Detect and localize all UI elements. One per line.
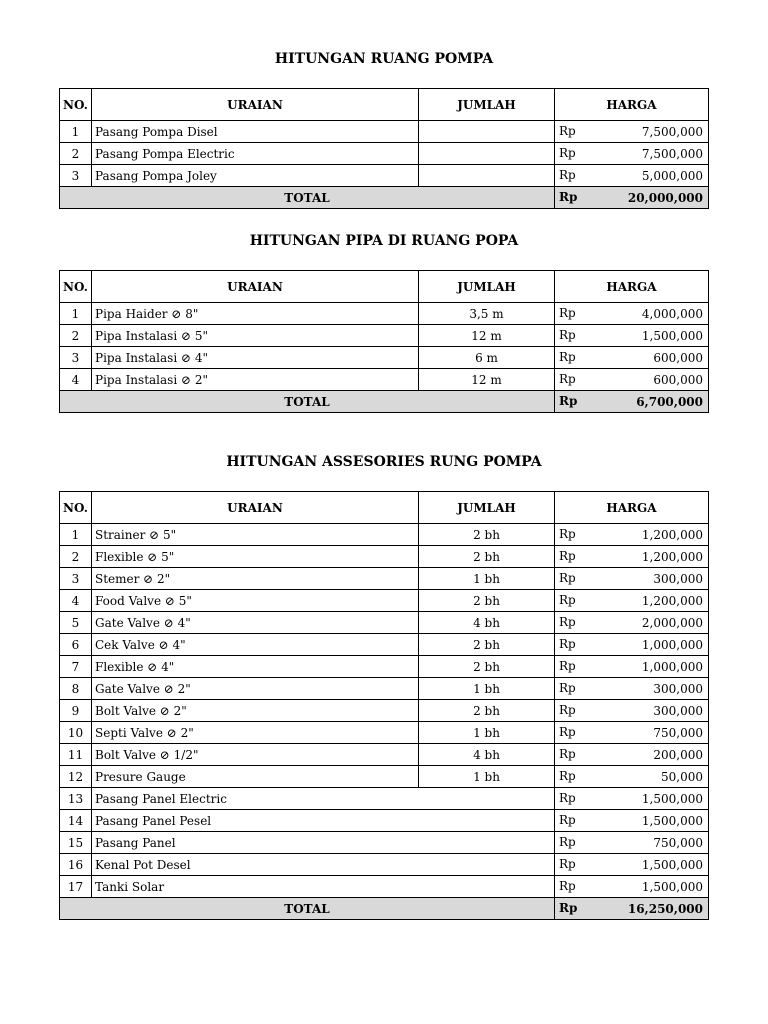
- table-row: [60, 612, 709, 634]
- row-no: 12: [60, 766, 92, 788]
- row-harga: [555, 744, 709, 766]
- table-row: [60, 766, 709, 788]
- total-amount: [555, 187, 709, 209]
- currency-label: Rp: [559, 813, 576, 827]
- row-no: 4: [60, 369, 92, 391]
- amount-value: 5,000,000: [641, 168, 703, 183]
- currency-label: Rp: [559, 124, 576, 138]
- currency-label: Rp: [559, 857, 576, 871]
- row-jumlah: 2 bh: [419, 634, 555, 656]
- table-pipa: [59, 270, 709, 413]
- row-uraian: Pasang Panel Pesel: [92, 810, 555, 832]
- row-jumlah: 12 m: [419, 325, 555, 347]
- row-harga: [555, 546, 709, 568]
- row-harga: [555, 121, 709, 143]
- currency-label: Rp: [559, 615, 576, 629]
- currency-label: Rp: [559, 791, 576, 805]
- amount-value: 1,500,000: [641, 328, 703, 343]
- row-jumlah: 4 bh: [419, 612, 555, 634]
- table-row: [60, 325, 709, 347]
- row-no: 9: [60, 700, 92, 722]
- row-jumlah: 2 bh: [419, 700, 555, 722]
- row-uraian: Pipa Haider ⊘ 8": [92, 303, 419, 325]
- row-uraian: Strainer ⊘ 5": [92, 524, 419, 546]
- row-no: 3: [60, 347, 92, 369]
- row-harga: [555, 700, 709, 722]
- row-jumlah: 12 m: [419, 369, 555, 391]
- table-row: [60, 143, 709, 165]
- row-no: 7: [60, 656, 92, 678]
- table-row: [60, 303, 709, 325]
- amount-value: 600,000: [653, 350, 703, 365]
- row-jumlah: 3,5 m: [419, 303, 555, 325]
- col-header-uraian: URAIAN: [92, 492, 419, 524]
- row-no: 1: [60, 303, 92, 325]
- currency-label: Rp: [559, 593, 576, 607]
- row-harga: [555, 524, 709, 546]
- amount-value: 7,500,000: [641, 124, 703, 139]
- amount-value: 300,000: [653, 571, 703, 586]
- row-harga: [555, 788, 709, 810]
- row-uraian: Pasang Panel Electric: [92, 788, 555, 810]
- col-header-jumlah: JUMLAH: [419, 89, 555, 121]
- amount-value: 1,200,000: [641, 593, 703, 608]
- table-row: [60, 546, 709, 568]
- row-harga: [555, 678, 709, 700]
- currency-label: Rp: [559, 306, 576, 320]
- amount-value: 1,200,000: [641, 549, 703, 564]
- col-header-no: NO.: [60, 492, 92, 524]
- table-row: [60, 678, 709, 700]
- total-amount: [555, 898, 709, 920]
- amount-value: 300,000: [653, 703, 703, 718]
- col-header-harga: HARGA: [555, 271, 709, 303]
- amount-value: 300,000: [653, 681, 703, 696]
- row-no: 6: [60, 634, 92, 656]
- currency-label: Rp: [559, 350, 576, 364]
- col-header-no: NO.: [60, 89, 92, 121]
- amount-value: 1,500,000: [641, 857, 703, 872]
- currency-label: Rp: [559, 549, 576, 563]
- table-row: [60, 634, 709, 656]
- row-uraian: Cek Valve ⊘ 4": [92, 634, 419, 656]
- row-jumlah: 2 bh: [419, 524, 555, 546]
- col-header-harga: HARGA: [555, 89, 709, 121]
- row-jumlah: 1 bh: [419, 722, 555, 744]
- amount-value: 50,000: [661, 769, 703, 784]
- row-uraian: Tanki Solar: [92, 876, 555, 898]
- total-currency: Rp: [559, 190, 578, 204]
- row-jumlah: 2 bh: [419, 656, 555, 678]
- row-no: 5: [60, 612, 92, 634]
- table-row: [60, 788, 709, 810]
- row-uraian: Kenal Pot Desel: [92, 854, 555, 876]
- amount-value: 1,500,000: [641, 813, 703, 828]
- currency-label: Rp: [559, 725, 576, 739]
- row-harga: [555, 722, 709, 744]
- currency-label: Rp: [559, 168, 576, 182]
- currency-label: Rp: [559, 835, 576, 849]
- col-header-harga: HARGA: [555, 492, 709, 524]
- row-uraian: Pipa Instalasi ⊘ 4": [92, 347, 419, 369]
- row-no: 3: [60, 165, 92, 187]
- row-harga: [555, 325, 709, 347]
- row-uraian: Flexible ⊘ 4": [92, 656, 419, 678]
- table-row: [60, 810, 709, 832]
- row-harga: [555, 634, 709, 656]
- row-jumlah: 4 bh: [419, 744, 555, 766]
- row-uraian: Gate Valve ⊘ 2": [92, 678, 419, 700]
- currency-label: Rp: [559, 747, 576, 761]
- currency-label: Rp: [559, 637, 576, 651]
- header-row: [60, 89, 709, 121]
- amount-value: 600,000: [653, 372, 703, 387]
- row-uraian: Pasang Pompa Joley: [92, 165, 419, 187]
- row-no: 15: [60, 832, 92, 854]
- row-harga: [555, 810, 709, 832]
- header-row: [60, 492, 709, 524]
- row-harga: [555, 369, 709, 391]
- row-harga: [555, 832, 709, 854]
- row-uraian: Flexible ⊘ 5": [92, 546, 419, 568]
- currency-label: Rp: [559, 571, 576, 585]
- amount-value: 1,500,000: [641, 879, 703, 894]
- row-harga: [555, 347, 709, 369]
- table-row: [60, 700, 709, 722]
- table-ruang-pompa: [59, 88, 709, 209]
- row-jumlah: 1 bh: [419, 766, 555, 788]
- row-uraian: Bolt Valve ⊘ 1/2": [92, 744, 419, 766]
- col-header-uraian: URAIAN: [92, 89, 419, 121]
- total-currency: Rp: [559, 394, 578, 408]
- currency-label: Rp: [559, 527, 576, 541]
- row-uraian: Food Valve ⊘ 5": [92, 590, 419, 612]
- row-uraian: Stemer ⊘ 2": [92, 568, 419, 590]
- total-value: 20,000,000: [627, 190, 703, 205]
- row-jumlah: 2 bh: [419, 590, 555, 612]
- currency-label: Rp: [559, 372, 576, 386]
- row-no: 11: [60, 744, 92, 766]
- amount-value: 200,000: [653, 747, 703, 762]
- table-row: [60, 121, 709, 143]
- row-no: 4: [60, 590, 92, 612]
- currency-label: Rp: [559, 681, 576, 695]
- table-row: [60, 722, 709, 744]
- table-row: [60, 590, 709, 612]
- total-amount: [555, 391, 709, 413]
- col-header-jumlah: JUMLAH: [419, 271, 555, 303]
- table-assesories: [59, 491, 709, 920]
- row-jumlah: [419, 121, 555, 143]
- row-no: 1: [60, 524, 92, 546]
- row-uraian: Pasang Panel: [92, 832, 555, 854]
- col-header-no: NO.: [60, 271, 92, 303]
- total-value: 16,250,000: [627, 901, 703, 916]
- table-row: [60, 854, 709, 876]
- row-jumlah: 1 bh: [419, 568, 555, 590]
- table-row: [60, 744, 709, 766]
- total-label: TOTAL: [60, 898, 555, 920]
- currency-label: Rp: [559, 328, 576, 342]
- total-label: TOTAL: [60, 391, 555, 413]
- amount-value: 4,000,000: [641, 306, 703, 321]
- amount-value: 1,200,000: [641, 527, 703, 542]
- row-jumlah: 6 m: [419, 347, 555, 369]
- table-row: [60, 347, 709, 369]
- total-row: [60, 391, 709, 413]
- table-row: [60, 568, 709, 590]
- row-uraian: Pasang Pompa Electric: [92, 143, 419, 165]
- section-title-pipa: HITUNGAN PIPA DI RUANG POPA: [249, 233, 519, 249]
- amount-value: 2,000,000: [641, 615, 703, 630]
- row-harga: [555, 165, 709, 187]
- currency-label: Rp: [559, 703, 576, 717]
- section-title-ruang-pompa: HITUNGAN RUANG POMPA: [274, 51, 494, 67]
- row-harga: [555, 854, 709, 876]
- currency-label: Rp: [559, 769, 576, 783]
- row-no: 2: [60, 546, 92, 568]
- amount-value: 750,000: [653, 835, 703, 850]
- currency-label: Rp: [559, 659, 576, 673]
- col-header-uraian: URAIAN: [92, 271, 419, 303]
- row-harga: [555, 612, 709, 634]
- row-uraian: Gate Valve ⊘ 4": [92, 612, 419, 634]
- row-harga: [555, 143, 709, 165]
- row-jumlah: 1 bh: [419, 678, 555, 700]
- row-no: 1: [60, 121, 92, 143]
- total-label: TOTAL: [60, 187, 555, 209]
- amount-value: 1,500,000: [641, 791, 703, 806]
- row-jumlah: 2 bh: [419, 546, 555, 568]
- total-value: 6,700,000: [636, 394, 703, 409]
- amount-value: 1,000,000: [641, 659, 703, 674]
- row-harga: [555, 303, 709, 325]
- table-row: [60, 876, 709, 898]
- amount-value: 750,000: [653, 725, 703, 740]
- row-no: 14: [60, 810, 92, 832]
- row-harga: [555, 876, 709, 898]
- row-uraian: Presure Gauge: [92, 766, 419, 788]
- row-harga: [555, 590, 709, 612]
- row-harga: [555, 656, 709, 678]
- row-no: 3: [60, 568, 92, 590]
- col-header-jumlah: JUMLAH: [419, 492, 555, 524]
- row-jumlah: [419, 143, 555, 165]
- table-row: [60, 369, 709, 391]
- table-row: [60, 524, 709, 546]
- row-no: 10: [60, 722, 92, 744]
- total-row: [60, 898, 709, 920]
- row-jumlah: [419, 165, 555, 187]
- row-uraian: Pipa Instalasi ⊘ 5": [92, 325, 419, 347]
- currency-label: Rp: [559, 879, 576, 893]
- header-row: [60, 271, 709, 303]
- row-uraian: Bolt Valve ⊘ 2": [92, 700, 419, 722]
- amount-value: 7,500,000: [641, 146, 703, 161]
- row-harga: [555, 568, 709, 590]
- total-currency: Rp: [559, 901, 578, 915]
- row-uraian: Pipa Instalasi ⊘ 2": [92, 369, 419, 391]
- row-no: 17: [60, 876, 92, 898]
- row-uraian: Pasang Pompa Disel: [92, 121, 419, 143]
- table-row: [60, 656, 709, 678]
- row-no: 13: [60, 788, 92, 810]
- row-no: 2: [60, 325, 92, 347]
- table-row: [60, 165, 709, 187]
- row-uraian: Septi Valve ⊘ 2": [92, 722, 419, 744]
- row-no: 2: [60, 143, 92, 165]
- row-no: 16: [60, 854, 92, 876]
- row-harga: [555, 766, 709, 788]
- row-no: 8: [60, 678, 92, 700]
- currency-label: Rp: [559, 146, 576, 160]
- amount-value: 1,000,000: [641, 637, 703, 652]
- table-row: [60, 832, 709, 854]
- section-title-assesories: HITUNGAN ASSESORIES RUNG POMPA: [226, 454, 542, 470]
- total-row: [60, 187, 709, 209]
